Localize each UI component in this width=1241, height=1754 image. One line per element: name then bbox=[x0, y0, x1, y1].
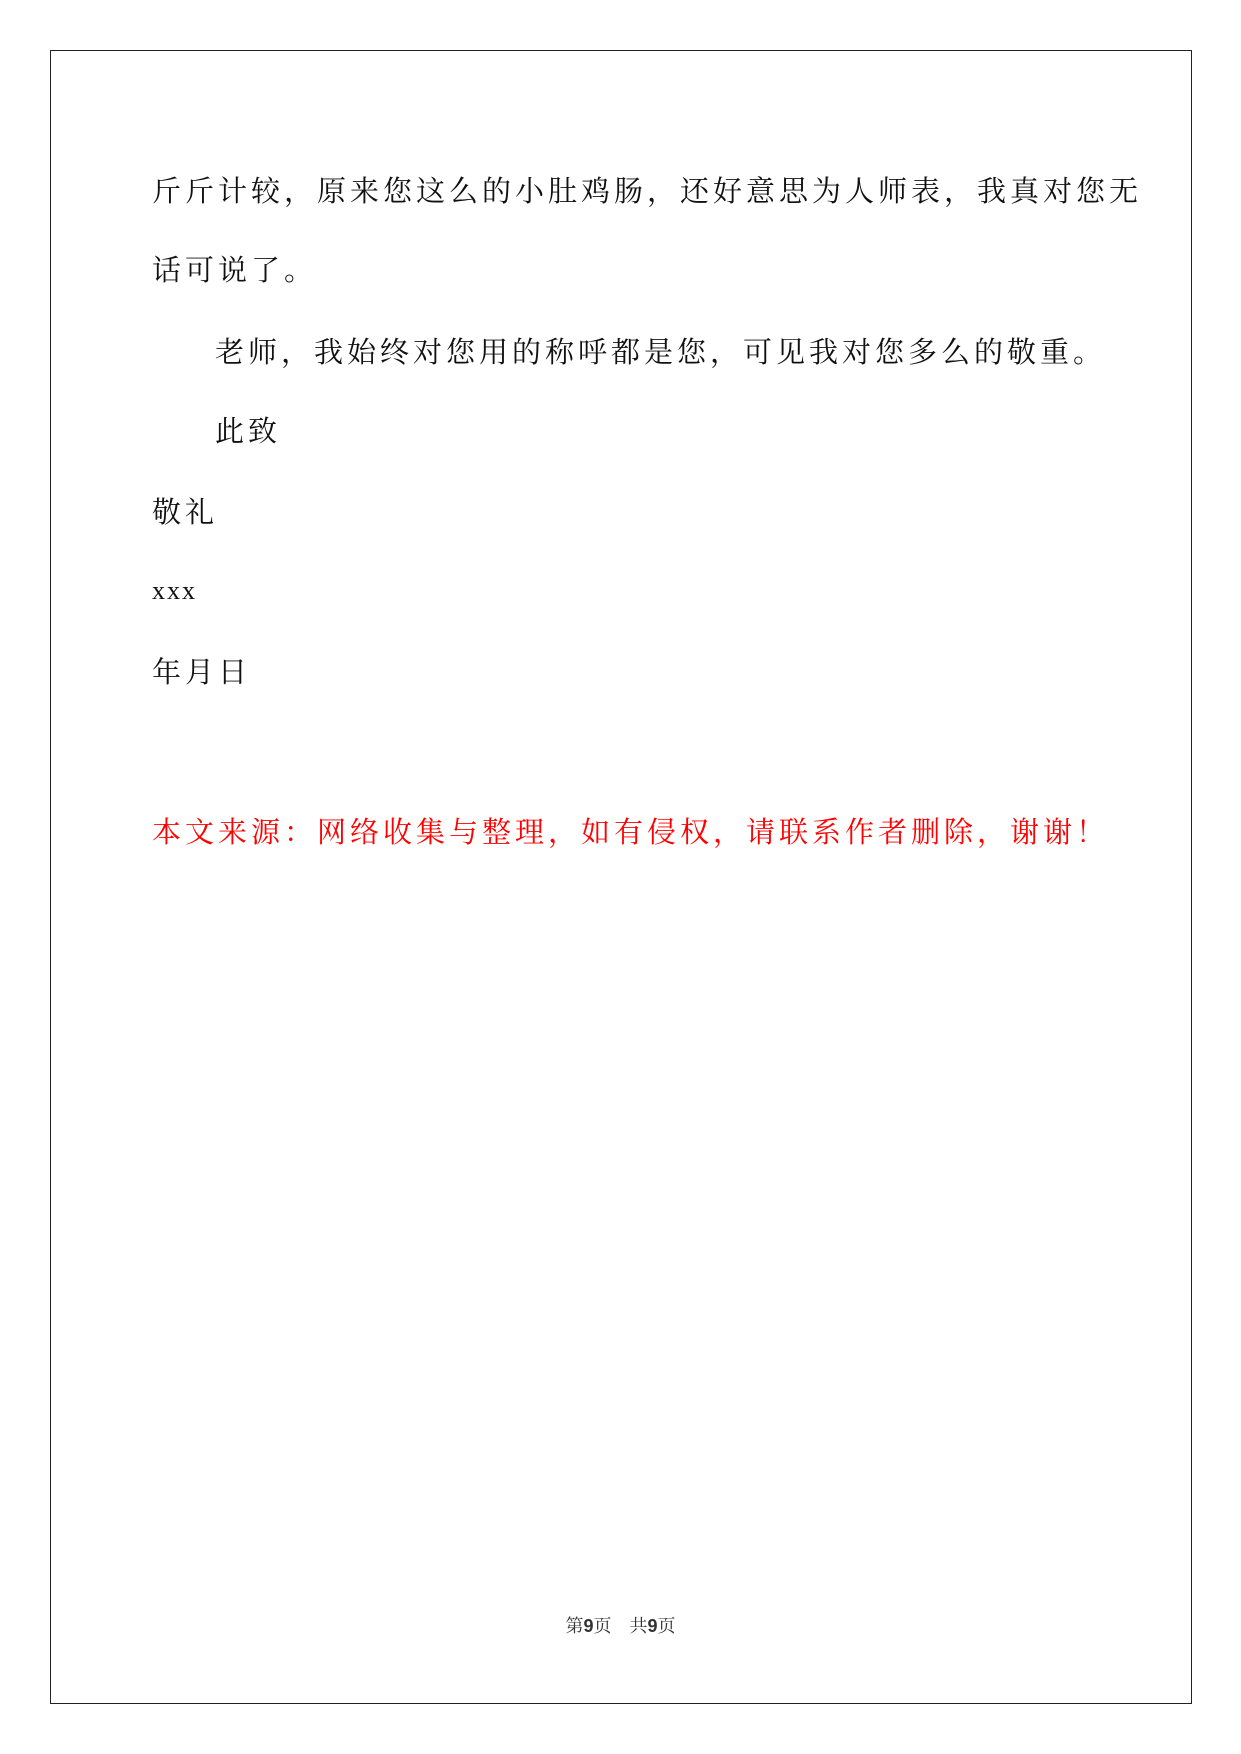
total-prefix: 共 bbox=[629, 1616, 648, 1636]
closing-salutation: 此致 bbox=[215, 414, 282, 448]
closing-regards: 敬礼 bbox=[152, 495, 219, 529]
total-pages-number: 9 bbox=[647, 1616, 658, 1636]
page-border bbox=[50, 50, 1192, 1704]
current-page-number: 9 bbox=[583, 1616, 594, 1636]
signature: xxx bbox=[152, 576, 197, 605]
page-footer bbox=[0, 1612, 1241, 1638]
source-notice: 本文来源：网络收集与整理，如有侵权，请联系作者删除，谢谢！ bbox=[152, 815, 1110, 849]
page-suffix: 页 bbox=[593, 1616, 612, 1636]
total-suffix: 页 bbox=[657, 1616, 676, 1636]
paragraph-line: 话可说了。 bbox=[152, 253, 318, 287]
paragraph-line: 斤斤计较，原来您这么的小肚鸡肠，还好意思为人师表，我真对您无 bbox=[152, 174, 1143, 208]
date-line: 年月日 bbox=[152, 655, 252, 689]
paragraph: 老师，我始终对您用的称呼都是您，可见我对您多么的敬重。 bbox=[215, 335, 1107, 369]
page-prefix: 第 bbox=[565, 1616, 584, 1636]
